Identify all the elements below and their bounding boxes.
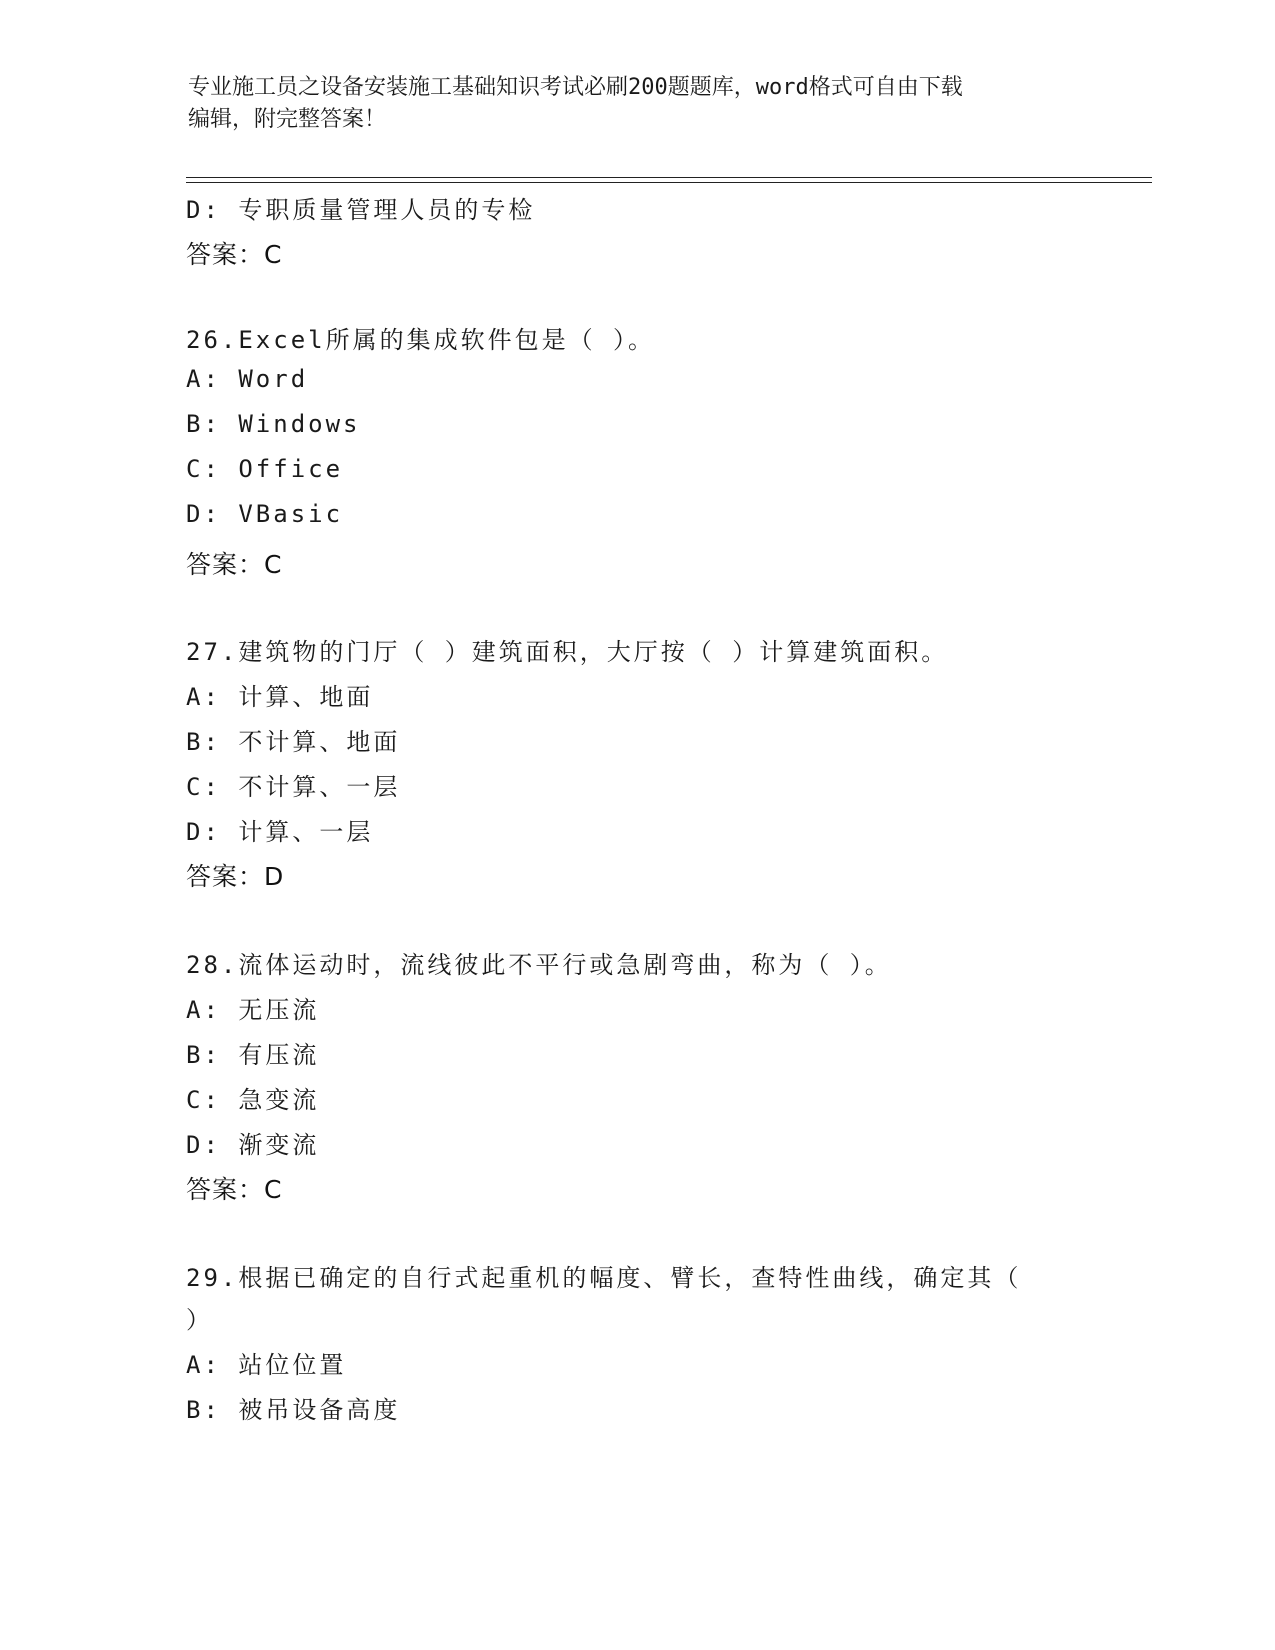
question-29-option-a: A: 站位位置 [186,1351,347,1379]
question-27-option-a: A: 计算、地面 [186,683,374,711]
answer-line: 答案：C [186,240,283,269]
question-26-stem: 26.Excel所属的集成软件包是（ ）。 [186,326,656,354]
header-title-line-1: 专业施工员之设备安装施工基础知识考试必刷200题题库，word格式可自由下载 [188,75,963,100]
question-26-option-c: C: Office [186,455,344,483]
question-26-option-a: A: Word [186,365,309,393]
question-28-answer: 答案：C [186,1175,283,1204]
question-27-stem: 27.建筑物的门厅（ ）建筑面积，大厅按（ ）计算建筑面积。 [186,638,949,666]
question-28-option-d: D: 渐变流 [186,1131,320,1159]
question-28-option-c: C: 急变流 [186,1086,320,1114]
question-26-option-d: D: VBasic [186,500,344,528]
question-28-option-a: A: 无压流 [186,996,320,1024]
header-title-line-2: 编辑，附完整答案！ [188,107,387,132]
question-27-option-d: D: 计算、一层 [186,818,374,846]
question-28-option-b: B: 有压流 [186,1041,320,1069]
option-d: D: 专职质量管理人员的专检 [186,196,536,224]
question-28-stem: 28.流体运动时，流线彼此不平行或急剧弯曲，称为（ ）。 [186,951,892,979]
page-header [188,72,1088,136]
question-27-option-b: B: 不计算、地面 [186,728,401,756]
question-26-option-b: B: Windows [186,410,361,438]
question-27-option-c: C: 不计算、一层 [186,773,401,801]
header-divider-top [186,177,1152,178]
question-27-answer: 答案：D [186,862,285,891]
question-26-answer: 答案：C [186,550,283,579]
header-divider-bottom [186,182,1152,183]
question-29-stem-continuation: ） [186,1306,213,1334]
question-29-option-b: B: 被吊设备高度 [186,1396,401,1424]
question-29-stem: 29.根据已确定的自行式起重机的幅度、臂长，查特性曲线，确定其（ [186,1264,1022,1292]
